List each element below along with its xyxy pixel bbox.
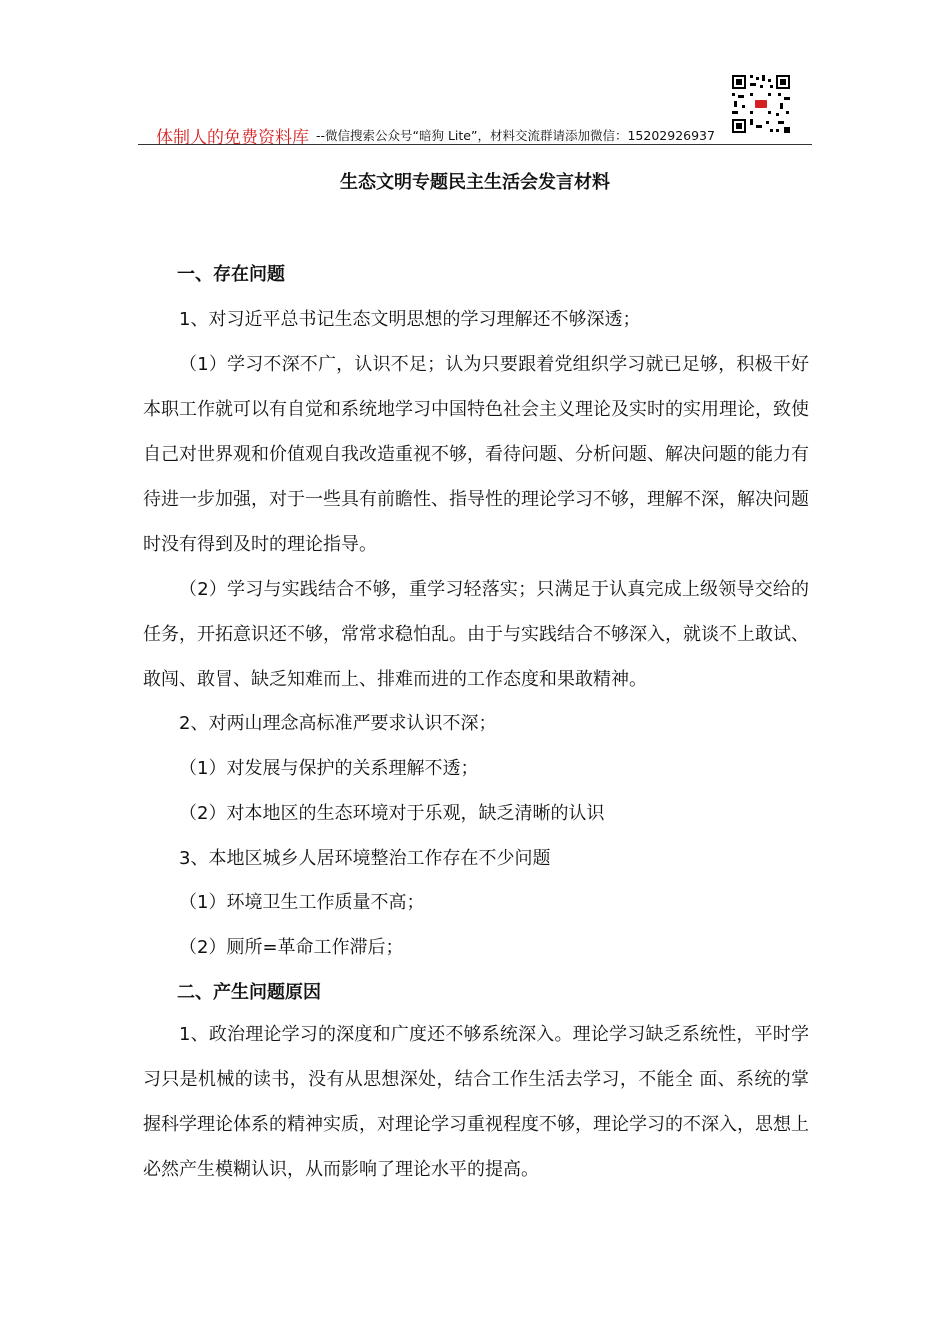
- header-divider: [138, 144, 812, 145]
- list-item: 2、对两山理念高标准严要求认识不深；: [179, 713, 497, 734]
- list-item: （1）对发展与保护的关系理解不透；: [179, 758, 479, 779]
- qr-code-graphic: [730, 73, 792, 135]
- list-item: （1）环境卫生工作质量不高；: [179, 892, 425, 913]
- section-heading-2: 二、产生问题原因: [177, 982, 321, 1003]
- brand-name: 体制人的免费资料库: [156, 128, 309, 148]
- document-title: 生态文明专题民主生活会发言材料: [340, 172, 610, 193]
- list-item: 1、对习近平总书记生态文明思想的学习理解还不够深透；: [179, 309, 641, 330]
- qr-code-icon: [730, 73, 792, 135]
- paragraph: 1、政治理论学习的深度和广度还不够系统深入。理论学习缺乏系统性，平时学习只是机械的读书，没有从思想深处，结合工作生活去学习，不能全 面、系统的掌握科学理论体系的精神实质，对理论学习重视程度不够，理论学习的不深入，思想上必然产生模糊认识，从而影响了理论水平的提高。: [143, 1024, 809, 1180]
- list-item: （2）对本地区的生态环境对于乐观，缺乏清晰的认识: [179, 803, 605, 824]
- section-heading-1: 一、存在问题: [177, 264, 285, 285]
- list-item: （2）厕所=革命工作滞后；: [179, 937, 404, 958]
- page-header: [138, 70, 812, 146]
- list-item: 3、本地区城乡人居环境整治工作存在不少问题: [179, 848, 551, 869]
- paragraph: （1）学习不深不广，认识不足；认为只要跟着党组织学习就已足够，积极干好本职工作就可以有自觉和系统地学习中国特色社会主义理论及实时的实用理论，致使自己对世界观和价值观自我改造重视不够，看待问题、分析问题、解决问题的能力有待进一步加强，对于一些具有前瞻性、指导性的理论学习不够，理解不深，解决问题时没有得到及时的理论指导。: [143, 354, 809, 555]
- paragraph: （2）学习与实践结合不够，重学习轻落实；只满足于认真完成上级领导交给的任务，开拓意识还不够，常常求稳怕乱。由于与实践结合不够深入，就谈不上敢试、敢闯、敢冒、缺乏知难而上、排难而进的工作态度和果敢精神。: [143, 579, 809, 690]
- header-note: --微信搜索公众号“暗狗 Lite”，材料交流群请添加微信：15202926937: [316, 128, 715, 143]
